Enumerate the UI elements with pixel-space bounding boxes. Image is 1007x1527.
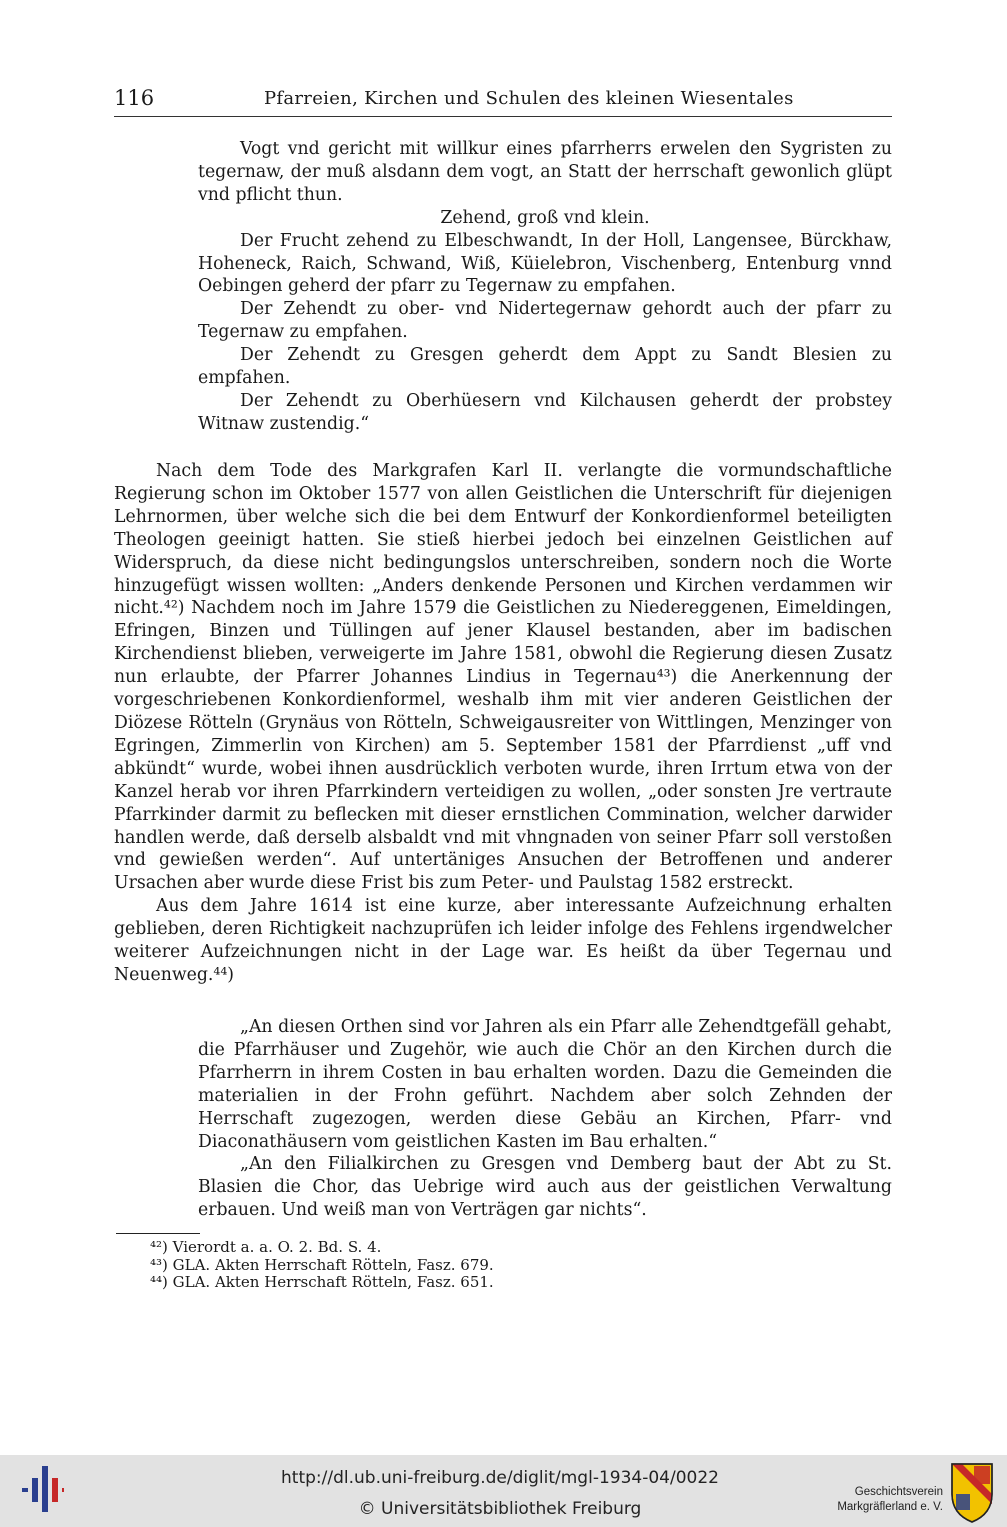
page-number: 116 [114,86,155,110]
quote-paragraph: Der Zehendt zu ober- vnd Nidertegernaw gehordt auch der pfarr zu Tegernaw zu empfahen. [198,299,892,343]
footnote: ⁴⁴) GLA. Akten Herrschaft Rötteln, Fasz. 651. [150,1273,494,1292]
quote-block-2 [198,1016,892,1222]
running-title: Pfarreien, Kirchen und Schulen des kleinen Wiesentales [264,88,794,109]
organization-line: Geschichtsverein [854,1486,943,1498]
quote-paragraph: „An diesen Orthen sind vor Jahren als ein Pfarr alle Zehendtgefäll gehabt, die Pfarrhäuser und Zugehör, wie auch die Chör an den Kirchen durch die Pfarrherrn in ihrem Costen in bau erhalten worden. Dazu die Gemeinden die materialien in der Frohn geführt. Nachdem aber solch Zehnden der Herrschaft zugezogen, werden diese Gebäu an Kirchen, Pfarr- vnd Diaconathäusern vom geistlichen Kasten im Bau erhalten.“ [198,1017,892,1152]
quote-paragraph: Der Zehendt zu Oberhüesern vnd Kilchausen geherdt der probstey Witnaw zustendig.“ [198,390,892,434]
footnote: ⁴³) GLA. Akten Herrschaft Rötteln, Fasz. 679. [150,1255,494,1274]
coat-of-arms-icon [948,1460,996,1524]
page-header [114,84,892,117]
footnotes [150,1239,494,1292]
body-paragraph: Nach dem Tode des Markgrafen Karl II. verlangte die vormundschaftliche Regierung schon im Oktober 1577 von allen Geistlichen die Unterschrift für diejenigen Lehrnormen, über welche sich die bei dem Entwurf der Konkordienformel beteiligten Theologen geeinigt hatten. Sie stieß hierbei jedoch bei einzelnen Geistlichen auf Widerspruch, da diese nicht bedingungslos unterschreiben, sondern noch die Worte hinzugefügt wissen wollten: „Anders denkende Personen und Kirchen verdammen wir nicht.⁴²) Nachdem noch im Jahre 1579 die Geistlichen zu Niedereggenen, Eimeldingen, Efringen, Binzen und Tüllingen auf jener Klausel bestanden, aber im badischen Kirchendienst blieben, verweigerte im Jahre 1581, obwohl die Regierung diesen Zusatz nun erlaubte, der Pfarrer Johannes Lindius in Tegernau⁴³) die Anerkennung der vorgeschriebenen Konkordienformel, weshalb ihm mit vier anderen Geistlichen der Diözese Rötteln (Grynäus von Rötteln, Schweigausreiter von Wittlingen, Menzinger von Egringen, Zimmerlin von Kirchen) am 5. September 1581 der Pfarrdienst „uff vnd abkündt“ wurde, wobei ihnen ausdrücklich verboten wurde, ihren Irrtum etwa von der Kanzel herab vor ihren Pfarrkindern verteidigen zu wollen, „oder sonsten Jre vertraute Pfarrkinder darmit zu beflecken mit dieser ernstlichen Commination, welcher darwider handlen werde, daß derselb alsbaldt vnd mit vhngnaden von seiner Pfarr soll verstoßen vnd gewießen werden“. Auf untertäniges Ansuchen der Betroffenen und anderer Ursachen aber wurde diese Frist bis zum Peter- und Paulstag 1582 erstreckt. [114,461,892,894]
quote-block-1 [198,138,892,436]
copyright-notice: © Universitätsbibliothek Freiburg [358,1499,642,1519]
organization-name [808,1485,943,1515]
quote-paragraph: Der Frucht zehend zu Elbeschwandt, In der Holl, Langensee, Bürckhaw, Hoheneck, Raich, Schwand, Wiß, Küielebron, Vischenberg, Entenburg vnnd Oebingen geherd der pfarr zu Tegernaw zu empfahen. [198,230,892,297]
body-text [114,460,892,987]
footnote: ⁴²) Vierordt a. a. O. 2. Bd. S. 4. [150,1238,382,1256]
footnote-divider [116,1233,200,1234]
permalink-url[interactable]: http://dl.ub.uni-freiburg.de/diglit/mgl-1934-04/0022 [281,1468,719,1488]
quote-paragraph: Der Zehendt zu Gresgen geherdt dem Appt zu Sandt Blesien zu empfahen. [198,345,892,389]
ub-freiburg-logo-icon[interactable] [22,1466,64,1512]
quote-line: Vogt vnd gericht mit willkur eines pfarrherrs erwelen den Sygristen zu tegernaw, der muß alsdann dem vogt, an Statt der herrschaft gewonlich glüpt vnd pflicht thun. [198,139,892,205]
quote-heading: Zehend, groß vnd klein. [440,207,650,228]
organization-line: Markgräflerland e. V. [837,1501,943,1513]
body-paragraph: Aus dem Jahre 1614 ist eine kurze, aber interessante Aufzeichnung erhalten geblieben, deren Richtigkeit nachzuprüfen ich leider infolge des Fehlens irgendwelcher weiterer Aufzeichnungen nicht in der Lage war. Es heißt da über Tegernau und Neuenweg.⁴⁴) [114,896,892,985]
quote-paragraph: „An den Filialkirchen zu Gresgen vnd Demberg baut der Abt zu St. Blasien die Chor, das Uebrige wird auch aus der geistlichen Verwaltung erbauen. Und weiß man von Verträgen gar nichts“. [198,1154,892,1221]
